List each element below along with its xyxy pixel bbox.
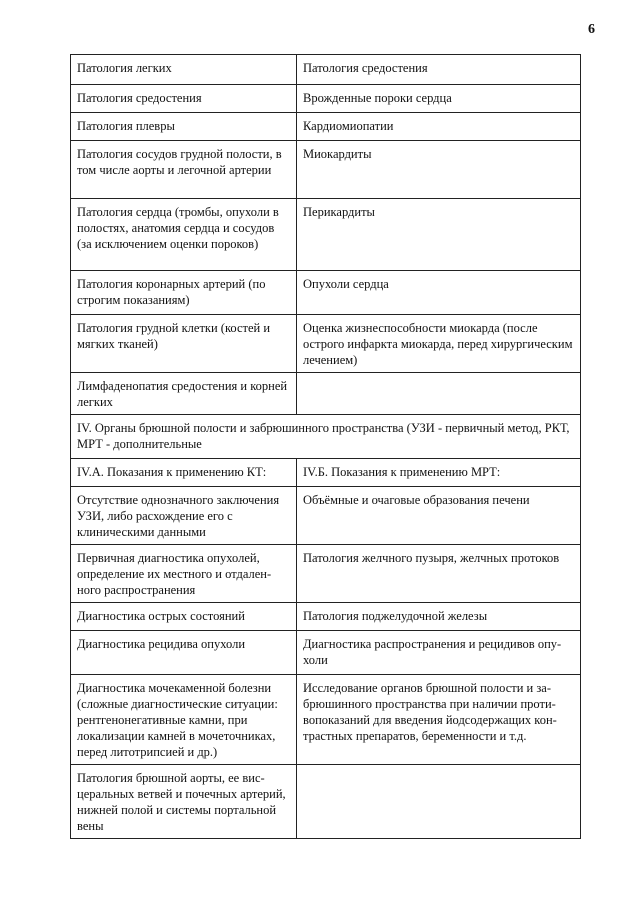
table-row	[71, 765, 581, 839]
table-row	[71, 271, 581, 315]
right-cell: Кардиомиопатии	[297, 113, 581, 141]
left-cell: Диагностика острых состояний	[71, 603, 297, 631]
right-cell: Патология средостения	[297, 55, 581, 85]
right-cell: Исследование органов брюшной полости и забрюшинного пространства при наличии противопоказаний для введения йодсодержащих контрастных препаратов, беременности и т.д.	[297, 675, 581, 765]
table-row	[71, 85, 581, 113]
table-row	[71, 545, 581, 603]
right-cell: Врожденные пороки сердца	[297, 85, 581, 113]
right-cell: Патология желчного пузыря, желчных протоков	[297, 545, 581, 603]
right-cell: Объёмные и очаговые образования печени	[297, 487, 581, 545]
right-cell: Миокардиты	[297, 141, 581, 199]
right-cell: Оценка жизнеспособности миокарда (после острого инфаркта миокарда, перед хирургическим лечением)	[297, 315, 581, 373]
left-cell: Первичная диагностика опухолей, определение их местного и отдаленного распространения	[71, 545, 297, 603]
table-row	[71, 55, 581, 85]
left-cell: Патология легких	[71, 55, 297, 85]
table-row	[71, 373, 581, 415]
left-cell: Патология сосудов грудной полости, в том числе аорты и легочной артерии	[71, 141, 297, 199]
page-number: 6	[588, 22, 595, 37]
ct-header: IV.А. Показания к применению КТ:	[71, 459, 297, 487]
right-cell: Перикардиты	[297, 199, 581, 271]
right-cell: Опухоли сердца	[297, 271, 581, 315]
mri-header: IV.Б. Показания к применению МРТ:	[297, 459, 581, 487]
table-row	[71, 113, 581, 141]
table-row	[71, 675, 581, 765]
left-cell: Диагностика мочекаменной болезни (сложные диагностические ситуации: рентгенонегативные камни, при локализации камней в мочеточниках, перед литотрипсией и др.)	[71, 675, 297, 765]
left-cell: Патология сердца (тромбы, опухоли в полостях, анатомия сердца и сосудов (за исключением оценки пороков)	[71, 199, 297, 271]
left-cell: Патология средостения	[71, 85, 297, 113]
table-row	[71, 315, 581, 373]
table-row	[71, 141, 581, 199]
table-row	[71, 603, 581, 631]
section-row	[71, 415, 581, 459]
table-row	[71, 199, 581, 271]
left-cell: Патология брюшной аорты, ее висцеральных ветвей и почечных артерий, нижней полой и системы портальной вены	[71, 765, 297, 839]
left-cell: Патология коронарных артерий (по строгим показаниям)	[71, 271, 297, 315]
indications-table	[70, 54, 581, 839]
left-cell: Отсутствие однозначного заключения УЗИ, либо расхождение его с клиническими данными	[71, 487, 297, 545]
table-row	[71, 487, 581, 545]
right-cell: Диагностика распространения и рецидивов опухоли	[297, 631, 581, 675]
left-cell: Лимфаденопатия средостения и корней легких	[71, 373, 297, 415]
section-header-row	[71, 459, 581, 487]
table-row	[71, 631, 581, 675]
left-cell: Патология плевры	[71, 113, 297, 141]
left-cell: Патология грудной клетки (костей и мягких тканей)	[71, 315, 297, 373]
right-cell: Патология поджелудочной железы	[297, 603, 581, 631]
section-heading: IV. Органы брюшной полости и забрюшинного пространства (УЗИ - первичный метод, РКТ, МРТ - дополнительные	[71, 415, 581, 459]
right-cell	[297, 765, 581, 839]
right-cell	[297, 373, 581, 415]
left-cell: Диагностика рецидива опухоли	[71, 631, 297, 675]
